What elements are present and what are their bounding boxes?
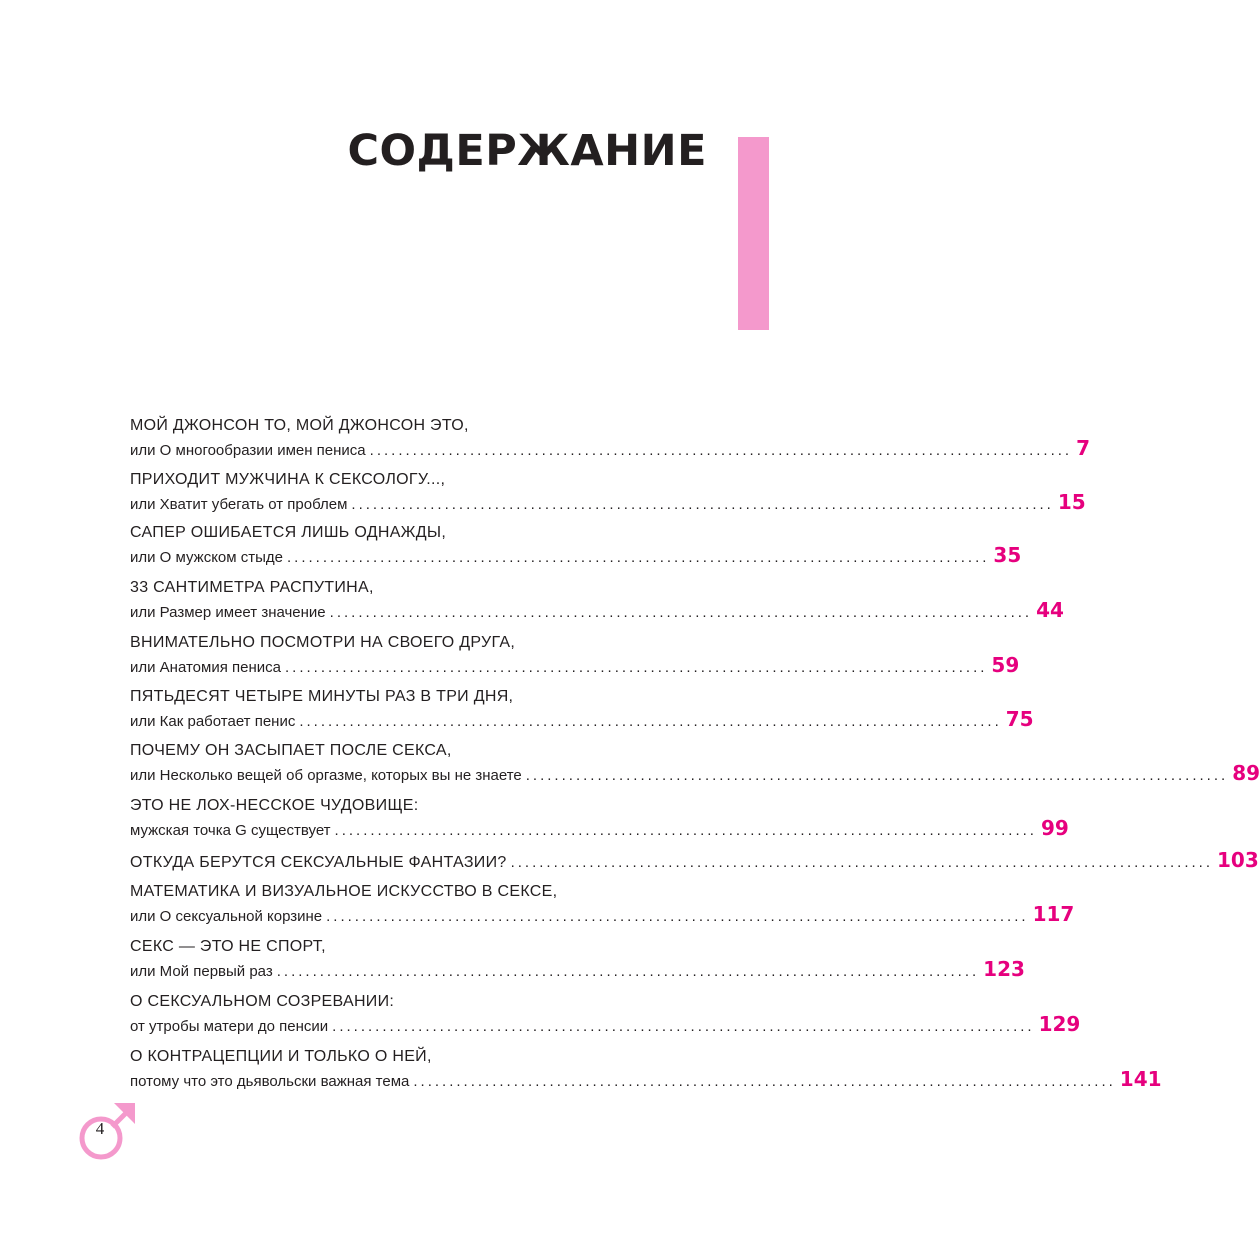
toc-entry[interactable] [130,993,1081,1038]
leader-dots: .................................................................................................. [276,963,980,980]
toc-entry-subtitle: мужская точка G существует [130,822,331,839]
toc-entry[interactable] [130,938,1025,983]
toc-entry-heading: ПРИХОДИТ МУЖЧИНА К СЕКСОЛОГУ..., [130,471,446,488]
toc-entry-heading: МАТЕМАТИКА И ВИЗУАЛЬНОЕ ИСКУССТВО В СЕКСЕ, [130,883,558,900]
pink-accent-bar [738,137,769,330]
toc-entry-page: 44 [1036,598,1064,622]
toc-entry-heading: О СЕКСУАЛЬНОМ СОЗРЕВАНИИ: [130,993,395,1010]
toc-entry-heading: СЕКС — ЭТО НЕ СПОРТ, [130,938,326,955]
toc-entry-subtitle: или О сексуальной корзине [130,908,323,925]
toc-entry-heading: ВНИМАТЕЛЬНО ПОСМОТРИ НА СВОЕГО ДРУГА, [130,634,516,651]
page-title: СОДЕРЖАНИЕ [347,126,707,176]
toc-entry[interactable] [130,634,1020,679]
toc-entry-subtitle: или О многообразии имен пениса [130,442,366,459]
toc-entry-heading: ПОЧЕМУ ОН ЗАСЫПАЕТ ПОСЛЕ СЕКСА, [130,742,452,759]
toc-entry-page: 89 [1232,761,1260,785]
leader-dots: .................................................................................................. [510,854,1214,871]
toc-entry-page: 7 [1076,436,1090,460]
leader-dots: .................................................................................................. [332,1018,1035,1035]
toc-entry-subtitle: или Анатомия пениса [130,659,281,676]
leader-dots: .................................................................................................. [284,659,988,676]
leader-dots: .................................................................................................. [326,908,1029,925]
leader-dots: .................................................................................................. [287,549,990,566]
toc-entry-heading: ПЯТЬДЕСЯТ ЧЕТЫРЕ МИНУТЫ РАЗ В ТРИ ДНЯ, [130,688,514,705]
leader-dots: .................................................................................................. [413,1073,1116,1090]
toc-entry-page: 141 [1119,1067,1162,1091]
toc-entry-page: 129 [1038,1012,1081,1036]
toc-entry-page: 117 [1032,902,1075,926]
toc-entry[interactable] [130,1048,1162,1093]
toc-entry[interactable] [130,797,1069,842]
toc-entry-page: 123 [983,957,1025,981]
toc-entry-heading: ЭТО НЕ ЛОХ-НЕССКОЕ ЧУДОВИЩЕ: [130,797,419,814]
toc-entry-subtitle: от утробы матери до пенсии [130,1018,329,1035]
toc-entry-heading: О КОНТРАЦЕПЦИИ И ТОЛЬКО О НЕЙ, [130,1048,432,1065]
toc-entry-subtitle: потому что это дьявольски важная тема [130,1073,410,1090]
toc-entry-heading: МОЙ ДЖОНСОН ТО, МОЙ ДЖОНСОН ЭТО, [130,417,469,434]
toc-entry[interactable] [130,579,1064,624]
toc-entry-page: 103 [1217,848,1259,872]
toc-entry-subtitle: или Хватит убегать от проблем [130,496,348,513]
toc-entry[interactable] [130,742,1260,787]
toc-entry-heading: ОТКУДА БЕРУТСЯ СЕКСУАЛЬНЫЕ ФАНТАЗИИ? [130,854,507,871]
leader-dots: .................................................................................................. [329,604,1033,621]
toc-entry[interactable] [130,848,1259,872]
toc-entry-page: 15 [1057,490,1086,514]
toc-entry[interactable] [130,417,1090,462]
page-number: 4 [95,1119,105,1138]
toc-entry-subtitle: или Несколько вещей об оргазме, которых вы не знаете [130,767,522,784]
leader-dots: .................................................................................................. [369,442,1073,459]
leader-dots: .................................................................................................. [351,496,1054,513]
leader-dots: .................................................................................................. [334,822,1037,839]
toc-entry-heading: САПЕР ОШИБАЕТСЯ ЛИШЬ ОДНАЖДЫ, [130,524,447,541]
toc-entry[interactable] [130,524,1022,569]
toc-entry-page: 59 [991,653,1020,677]
toc-entry[interactable] [130,883,1075,928]
toc-entry[interactable] [130,471,1086,516]
leader-dots: .................................................................................................. [525,767,1229,784]
toc-entry-page: 75 [1005,707,1034,731]
toc-entry-heading: 33 САНТИМЕТРА РАСПУТИНА, [130,579,374,596]
toc-entry[interactable] [130,688,1034,733]
toc-entry-subtitle: или Как работает пенис [130,713,296,730]
toc-entry-subtitle: или Размер имеет значение [130,604,326,621]
toc-entry-subtitle: или Мой первый раз [130,963,273,980]
toc-entry-subtitle: или О мужском стыде [130,549,283,566]
toc-entry-page: 99 [1040,816,1069,840]
leader-dots: .................................................................................................. [299,713,1002,730]
toc-entry-page: 35 [993,543,1022,567]
